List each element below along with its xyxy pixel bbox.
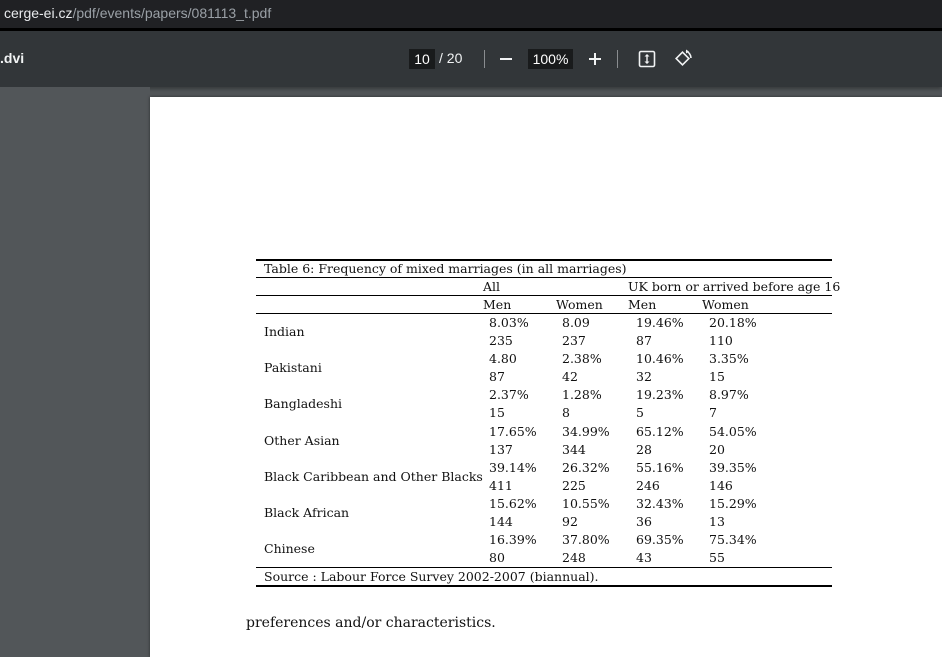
cell-percentage: 4.80 bbox=[489, 351, 517, 367]
cell-count: 146 bbox=[709, 477, 733, 493]
cell-percentage: 8.97% bbox=[709, 387, 749, 403]
cell-count: 144 bbox=[489, 514, 513, 529]
fit-page-icon bbox=[638, 50, 656, 68]
cell-percentage: 15.29% bbox=[709, 496, 757, 511]
header-all-women: Women bbox=[556, 297, 603, 312]
cell-percentage: 39.35% bbox=[709, 459, 757, 475]
cell-percentage: 39.14% bbox=[489, 459, 537, 475]
toolbar-divider bbox=[484, 50, 485, 68]
cell-percentage: 17.65% bbox=[489, 423, 537, 439]
zoom-level-input[interactable]: 100% bbox=[528, 49, 573, 69]
cell-count: 15 bbox=[489, 405, 505, 421]
table-rule bbox=[256, 313, 832, 314]
header-group-all: All bbox=[483, 279, 501, 294]
cell-percentage: 2.37% bbox=[489, 387, 529, 403]
cell-percentage: 65.12% bbox=[636, 423, 684, 439]
cell-percentage: 3.35% bbox=[709, 351, 749, 367]
cell-count: 237 bbox=[562, 333, 586, 348]
zoom-in-button[interactable] bbox=[581, 45, 609, 73]
table-source-note: Source : Labour Force Survey 2002-2007 (biannual). bbox=[264, 569, 599, 584]
cell-percentage: 16.39% bbox=[489, 532, 537, 548]
cell-percentage: 8.09 bbox=[562, 315, 590, 330]
row-label: Other Asian bbox=[264, 432, 340, 448]
cell-count: 110 bbox=[709, 333, 733, 348]
cell-percentage: 19.23% bbox=[636, 387, 684, 403]
cell-count: 15 bbox=[709, 369, 725, 385]
cell-count: 87 bbox=[636, 333, 652, 348]
cell-count: 137 bbox=[489, 441, 513, 457]
header-all-men: Men bbox=[483, 297, 512, 312]
cell-count: 36 bbox=[636, 514, 652, 529]
body-paragraph: preferences and/or characteristics. bbox=[246, 615, 496, 631]
pdf-toolbar bbox=[0, 31, 942, 87]
cell-count: 92 bbox=[562, 514, 578, 529]
cell-count: 411 bbox=[489, 477, 513, 493]
viewer-background bbox=[0, 87, 150, 635]
row-label: Bangladeshi bbox=[264, 396, 343, 412]
cell-percentage: 37.80% bbox=[562, 532, 610, 548]
document-title: .dvi bbox=[0, 50, 25, 66]
cell-percentage: 75.34% bbox=[709, 532, 757, 548]
table-rule bbox=[256, 567, 832, 568]
cell-count: 225 bbox=[562, 477, 586, 493]
row-label: Chinese bbox=[264, 541, 315, 557]
cell-percentage: 1.28% bbox=[562, 387, 602, 403]
cell-count: 20 bbox=[709, 441, 725, 457]
row-label: Indian bbox=[264, 324, 305, 339]
row-label: Pakistani bbox=[264, 360, 322, 376]
header-uk-women: Women bbox=[702, 297, 749, 312]
cell-percentage: 10.46% bbox=[636, 351, 684, 367]
table-caption: Table 6: Frequency of mixed marriages (in all marriages) bbox=[264, 261, 627, 276]
table-rule bbox=[256, 295, 832, 296]
page-number-input[interactable]: 10 bbox=[409, 49, 435, 69]
row-label: Black Caribbean and Other Blacks bbox=[264, 468, 483, 484]
pdf-page bbox=[150, 97, 942, 657]
cell-count: 55 bbox=[709, 550, 725, 566]
cell-percentage: 69.35% bbox=[636, 532, 684, 548]
cell-count: 7 bbox=[709, 405, 717, 421]
header-uk-men: Men bbox=[628, 297, 657, 312]
cell-percentage: 26.32% bbox=[562, 459, 610, 475]
fit-page-button[interactable] bbox=[633, 45, 661, 73]
header-group-uk: UK born or arrived before age 16 bbox=[628, 279, 841, 294]
cell-count: 235 bbox=[489, 333, 513, 348]
cell-percentage: 34.99% bbox=[562, 423, 610, 439]
plus-icon bbox=[588, 52, 602, 66]
cell-count: 344 bbox=[562, 441, 586, 457]
cell-count: 87 bbox=[489, 369, 505, 385]
table-rule bbox=[256, 277, 832, 278]
cell-percentage: 32.43% bbox=[636, 496, 684, 511]
cell-percentage: 8.03% bbox=[489, 315, 529, 330]
url-path: /pdf/events/papers/081113_t.pdf bbox=[72, 5, 272, 21]
cell-count: 42 bbox=[562, 369, 578, 385]
minus-icon bbox=[499, 52, 513, 66]
cell-count: 13 bbox=[709, 514, 725, 529]
cell-percentage: 2.38% bbox=[562, 351, 602, 367]
cell-percentage: 55.16% bbox=[636, 459, 684, 475]
cell-percentage: 20.18% bbox=[709, 315, 757, 330]
zoom-out-button[interactable] bbox=[492, 45, 520, 73]
cell-percentage: 54.05% bbox=[709, 423, 757, 439]
address-bar[interactable] bbox=[0, 0, 942, 28]
cell-count: 248 bbox=[562, 550, 586, 566]
table-rule-bottom bbox=[256, 585, 832, 587]
cell-count: 246 bbox=[636, 477, 660, 493]
cell-count: 43 bbox=[636, 550, 652, 566]
rotate-icon bbox=[673, 49, 693, 69]
url-text[interactable] bbox=[4, 5, 271, 21]
cell-count: 80 bbox=[489, 550, 505, 566]
cell-count: 32 bbox=[636, 369, 652, 385]
row-label: Black African bbox=[264, 505, 350, 520]
cell-count: 8 bbox=[562, 405, 570, 421]
toolbar-divider bbox=[617, 50, 618, 68]
cell-percentage: 15.62% bbox=[489, 496, 537, 511]
cell-percentage: 19.46% bbox=[636, 315, 684, 330]
cell-count: 5 bbox=[636, 405, 644, 421]
page-total: / 20 bbox=[439, 50, 463, 66]
rotate-button[interactable] bbox=[669, 45, 697, 73]
url-host: cerge-ei.cz bbox=[4, 5, 73, 21]
cell-count: 28 bbox=[636, 441, 652, 457]
cell-percentage: 10.55% bbox=[562, 496, 610, 511]
